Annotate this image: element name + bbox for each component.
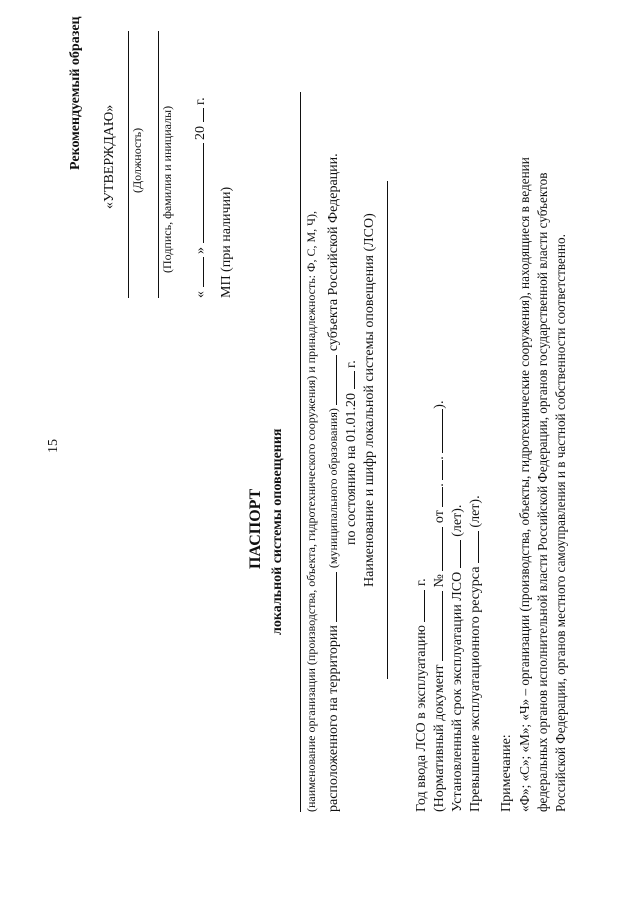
date-year-prefix: 20 xyxy=(193,126,208,140)
note-line-2: федеральных органов исполнительной власти Российской Федерации, органов государственной власти субъектов xyxy=(535,172,550,812)
signature-caption: (Подпись, фамилия и инициалы) xyxy=(160,105,174,273)
doc-month-field[interactable] xyxy=(428,460,443,480)
territory-field[interactable] xyxy=(322,572,337,622)
note-line-1: «Ф»; «С»; «М»; «Ч» – организации (производства, объекты, гидротехнические сооружения), находящиеся в ведении xyxy=(517,157,532,812)
as-of-year-field[interactable] xyxy=(340,371,355,389)
year-suffix: г. xyxy=(414,578,429,587)
approval-date xyxy=(189,97,210,298)
org-name-line xyxy=(300,92,301,812)
date-day-field[interactable] xyxy=(189,258,204,288)
note-label: Примечание: xyxy=(499,734,514,812)
doc-day-field[interactable] xyxy=(428,487,443,507)
as-of-line xyxy=(340,360,361,545)
subject-suffix: субъекта Российской Федерации. xyxy=(326,153,341,352)
lso-name-line[interactable] xyxy=(387,181,388,679)
sample-label: Рекомендуемый образец xyxy=(68,16,83,170)
doc-prefix: (Нормативный документ xyxy=(432,664,447,812)
date-year-suffix: г. xyxy=(193,97,208,105)
doc-line: (Нормативный документ № от . . ). xyxy=(428,401,449,812)
doc-number-field[interactable] xyxy=(428,527,443,571)
service-field[interactable] xyxy=(446,540,461,568)
doc-from: от xyxy=(432,510,447,524)
org-caption: (наименование организации (производства, объекта, гидротехнического сооружения) и принадлежность: Ф, С, М, Ч), xyxy=(304,211,318,812)
lso-name-caption: Наименование и шифр локальной системы оповещения (ЛСО) xyxy=(362,213,377,587)
service-prefix: Установленный срок эксплуатации ЛСО xyxy=(450,571,465,812)
note-line-3: Российской Федерации, органов местного самоуправления и в частной собственности соответственно. xyxy=(553,234,568,812)
as-of-prefix: по состоянию на 01.01.20 xyxy=(344,392,359,545)
located-prefix: расположенного на территории xyxy=(326,625,341,812)
date-mid: » xyxy=(193,247,208,254)
doc-num: № xyxy=(432,574,447,588)
excess-field[interactable] xyxy=(464,531,479,563)
date-year-field[interactable] xyxy=(189,109,204,123)
as-of-suffix: г. xyxy=(344,360,359,368)
stamp-label: МП (при наличии) xyxy=(219,186,234,298)
position-caption: (Должность) xyxy=(130,127,144,193)
excess-prefix: Превышение эксплуатационного ресурса xyxy=(468,566,483,812)
municipal-caption: (муниципального образования) xyxy=(326,408,340,569)
year-prefix: Год ввода ЛСО в эксплуатацию xyxy=(414,625,429,812)
approve-label: «УТВЕРЖДАЮ» xyxy=(102,104,117,209)
date-open: « xyxy=(193,291,208,298)
doc-subtitle: локальной системы оповещения xyxy=(270,428,285,635)
subject-field[interactable] xyxy=(322,355,337,405)
page-number: 15 xyxy=(46,439,61,453)
year-field[interactable] xyxy=(410,590,425,622)
doc-field[interactable] xyxy=(428,591,443,661)
date-month-field[interactable] xyxy=(189,144,204,244)
excess-suffix: (лет). xyxy=(468,495,483,528)
excess-line xyxy=(464,495,485,812)
doc-close: ). xyxy=(432,400,447,409)
service-suffix: (лет). xyxy=(450,504,465,537)
doc-title: ПАСПОРТ xyxy=(247,488,264,569)
doc-year-field[interactable] xyxy=(428,409,443,453)
